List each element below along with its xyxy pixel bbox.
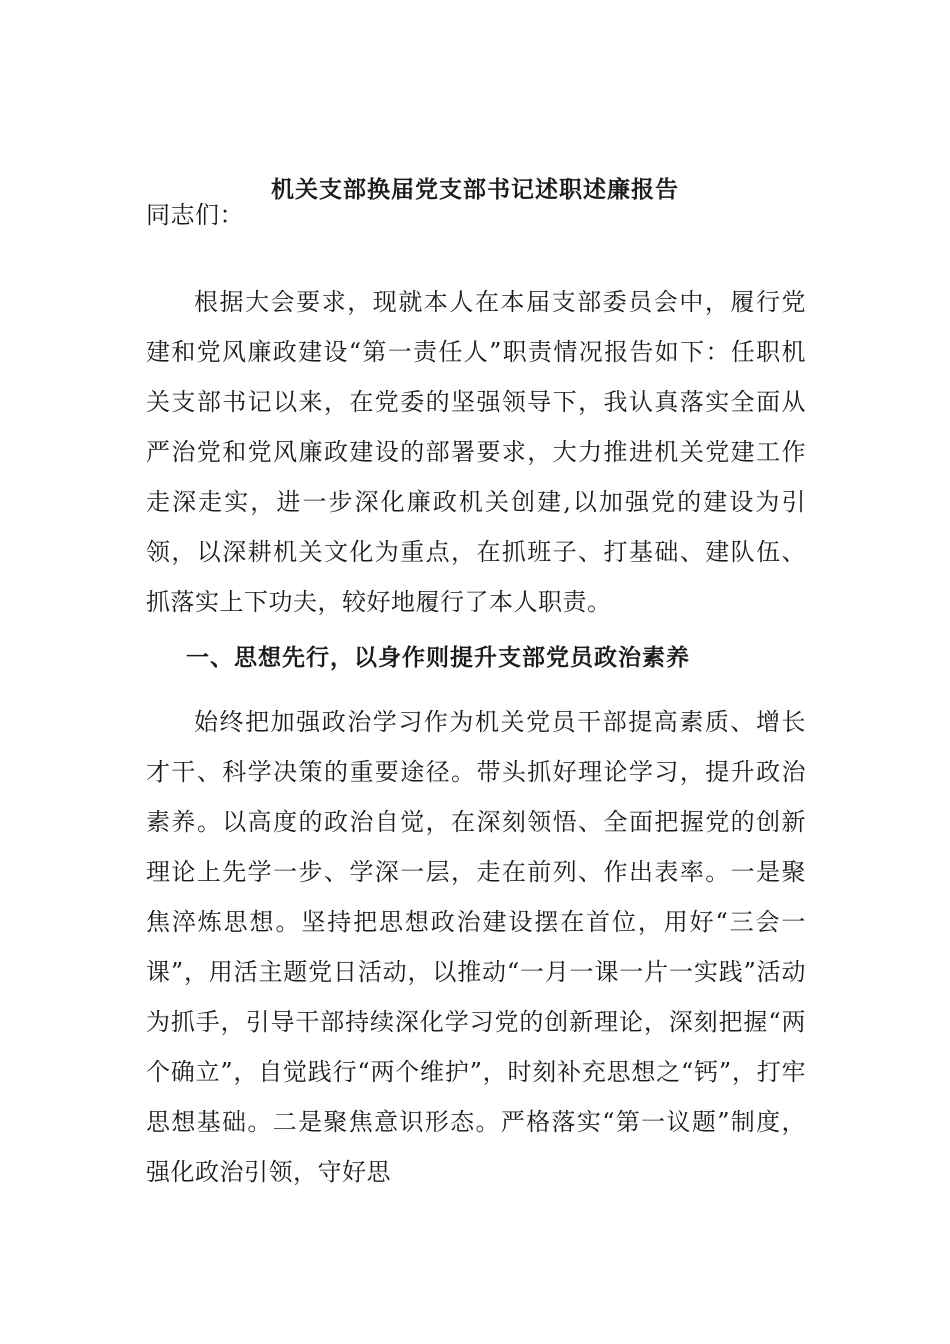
salutation: 同志们： [146,201,244,229]
paragraph-section-1: 始终把加强政治学习作为机关党员干部提高素质、增长才干、科学决策的重要途径。带头抓好理论学习，提升政治素养。以高度的政治自觉，在深刻领悟、全面把握党的创新理论上先学一步、学深一层，走在前列、作出表率。一是聚焦淬炼思想。坚持把思想政治建设摆在首位，用好“三会一课”，用活主题党日活动，以推动“一月一课一片一实践”活动为抓手，引导干部持续深化学习党的创新理论，深刻把握“两个确立”，自觉践行“两个维护”，时刻补充思想之“钙”，打牢思想基础。二是聚焦意识形态。严格落实“第一议题”制度，强化政治引领，守好思 [146,708,806,1186]
paragraph-intro: 根据大会要求，现就本人在本届支部委员会中，履行党建和党风廉政建设“第一责任人”职责情况报告如下：任职机关支部书记以来，在党委的坚强领导下，我认真落实全面从严治党和党风廉政建设的部署要求，大力推进机关党建工作走深走实，进一步深化廉政机关创建,以加强党的建设为引领，以深耕机关文化为重点，在抓班子、打基础、建队伍、抓落实上下功夫，较好地履行了本人职责。 [146,288,806,616]
section-heading-1: 一、思想先行，以身作则提升支部党员政治素养 [186,644,690,671]
document-title: 机关支部换届党支部书记述职述廉报告 [271,176,679,204]
